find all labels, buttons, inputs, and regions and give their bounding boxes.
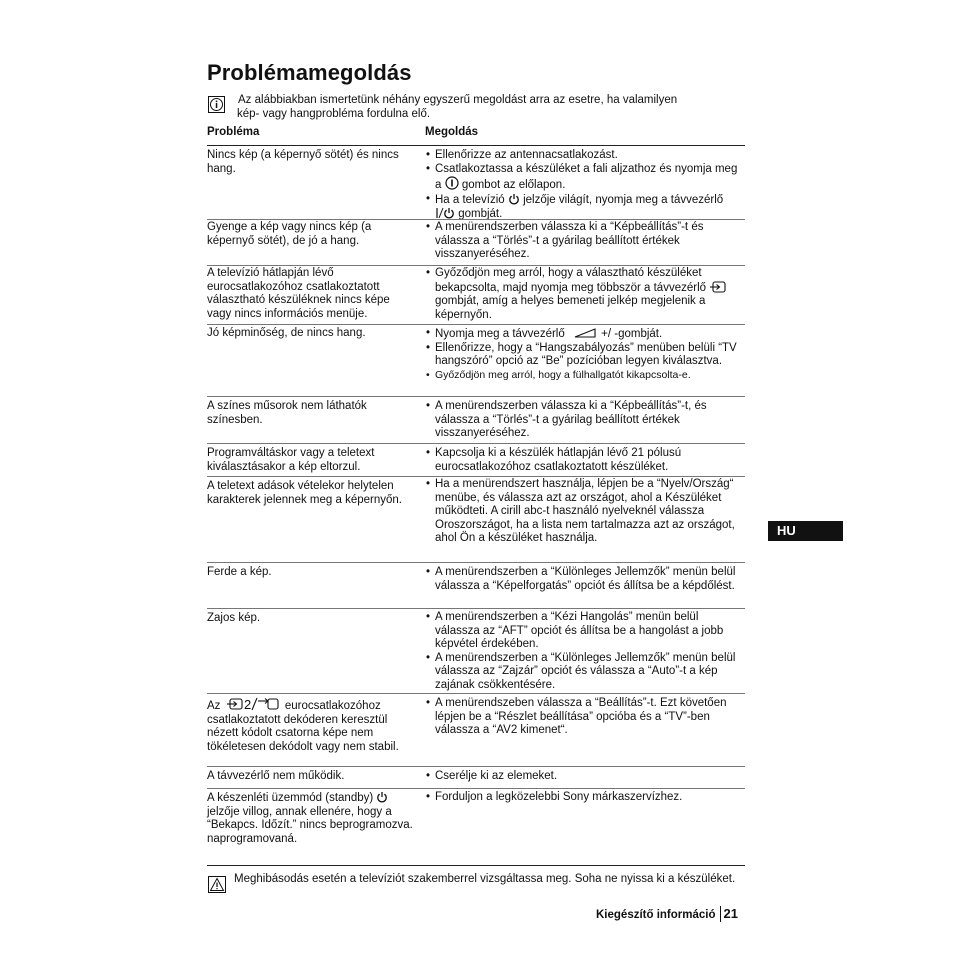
remote-standby-icon (435, 207, 455, 219)
footer-separator (720, 906, 721, 922)
row-divider (207, 476, 745, 477)
standby-icon (508, 193, 520, 205)
solution-cell (425, 447, 745, 474)
solution-item: • A menürendszerben válassza ki a “Képbeállítás”-t, és válassza a “Törlés”-t a gyárilag beállított értékek visszanyeréséhez. (425, 400, 745, 441)
problem-cell: Programváltáskor vagy a teletext kiválasztásakor a kép eltorzul. (207, 447, 375, 473)
row-divider (207, 693, 745, 694)
row-divider (207, 608, 745, 609)
solution-item: • Ellenőrizze, hogy a “Hangszabályozás” menüben belüli “TV hangszóró” opció az “Be” pozícióban legyen kiválasztva. (425, 342, 745, 369)
solution-cell (425, 697, 745, 738)
volume-icon (572, 327, 598, 339)
row-divider (207, 562, 745, 563)
language-tab: HU (768, 521, 843, 541)
solution-cell (425, 770, 745, 784)
solution-cell (425, 791, 745, 805)
input-select-icon (709, 281, 727, 293)
problem-cell: A távvezérlő nem működik. (207, 770, 345, 782)
table-bottom-rule (207, 865, 745, 866)
solution-item: • A menürendszeben válassza a “Beállítás”-t. Ezt követően lépjen be a “Részlet beállítása” opcióba és a “TV”-ben válassza a “AV2 kimenet“. (425, 697, 745, 738)
problem-cell: Az 2 eurocsatlakozóhoz csatlakoztatott dekóderen keresztül nézett kódolt csatorna képe nem tökéletesen dekódolt vagy nem stabil. (207, 697, 399, 753)
solution-item: • Ha a menürendszert használja, lépjen be a “Nyelv/Ország“ menübe, és válassza azt az országot, ahol a Készüléket működteti. A cirill abc-t használó nyelveknél válassza Oroszországot, ha a lista nem tartalmazza azt az országot, ahol Ön a készüléket használja. (425, 478, 745, 546)
warning-text: Meghibásodás esetén a televíziót szakemberrel vizsgáltassa meg. Soha ne nyissa ki a készüléket. (234, 873, 736, 885)
svg-text:2: 2 (243, 697, 251, 711)
solution-item: • A menürendszerben válassza ki a “Képbeállítás”-t és válassza a “Törlés”-t a gyárilag beállított értékek visszanyeréséhez. (425, 221, 745, 262)
solution-cell (425, 478, 745, 546)
solution-cell (425, 267, 745, 322)
problem-cell: A színes műsorok nem láthatók színesben. (207, 400, 367, 426)
column-header-problem: Probléma (207, 126, 260, 138)
problem-cell: Nincs kép (a képernyő sötét) és nincs hang. (207, 149, 399, 175)
row-divider (207, 265, 745, 266)
solution-cell (425, 400, 745, 441)
power-button-icon (445, 176, 459, 190)
page-title: Problémamegoldás (207, 60, 412, 85)
column-header-solution: Megoldás (425, 126, 479, 138)
problem-cell: Ferde a kép. (207, 566, 272, 578)
intro-line-2: kép- vagy hangprobléma fordulna elő. (237, 107, 431, 120)
page-number: 21 (723, 906, 738, 921)
row-divider (207, 766, 745, 767)
row-divider (207, 324, 745, 325)
intro-text (238, 94, 743, 121)
solution-item: • Ha a televízió jelzője világít, nyomja meg a távvezérlő gombját. (425, 193, 745, 222)
problem-cell: Zajos kép. (207, 612, 261, 624)
problem-cell: Jó képminőség, de nincs hang. (207, 327, 366, 339)
row-divider (207, 219, 745, 220)
table-header-rule (207, 145, 745, 146)
standby-icon (376, 791, 388, 803)
scart-icon (226, 697, 280, 711)
solution-cell (425, 327, 745, 382)
warning-icon (208, 876, 226, 893)
solution-item: • Csatlakoztassa a készüléket a fali aljzathoz és nyomja meg a gombot az előlapon. (425, 163, 745, 193)
intro-line-1: Az alábbiakban ismertetünk néhány egyszerű megoldást arra az esetre, ha valamilyen (238, 94, 678, 106)
solution-item: • A menürendszerben a “Kézi Hangolás” menün belül válassza az “AFT” opciót és állítsa be a hangolást a jobb képvétel érdekében. (425, 611, 745, 652)
row-divider (207, 788, 745, 789)
solution-item: • A menürendszerben a “Különleges Jellemzők” menün belül válassza a “Képelforgatás” opciót és állítsa be a képdőlést. (425, 566, 745, 593)
solution-cell (425, 611, 745, 692)
problem-cell: A televízió hátlapján lévő eurocsatlakozóhoz csatlakoztatott választható készüléknek nincs képe vagy nincs információs menüje. (207, 267, 390, 320)
page-footer (596, 906, 738, 922)
footer-section-label: Kiegészítő információ (596, 909, 716, 921)
solution-item: • A menürendszerben a “Különleges Jellemzők” menün belül válassza az “Zajzár” opciót és válassza a “Auto”-t a kép zajának csökkentésére. (425, 652, 745, 693)
row-divider (207, 443, 745, 444)
solution-item: • Nyomja meg a távvezérlő +/ -gombját. (425, 327, 745, 342)
row-divider (207, 396, 745, 397)
solution-cell (425, 149, 745, 222)
info-icon (208, 96, 225, 113)
problem-cell: Gyenge a kép vagy nincs kép (a képernyő sötét), de jó a hang. (207, 221, 372, 247)
problem-cell: A teletext adások vételekor helytelen karakterek jelennek meg a képernyőn. (207, 480, 402, 506)
solution-cell (425, 221, 745, 262)
solution-item: • Győződjön meg arról, hogy a választható készüléket bekapcsolta, majd nyomja meg többször a távvezérlő gombját, amíg a helyes bemeneti jelkép megjelenik a képernyőn. (425, 267, 745, 322)
solution-cell (425, 566, 745, 593)
problem-cell: A készenléti üzemmód (standby) jelzője villog, annak ellenére, hogy a “Bekapcs. Időzít.” nincs beprogramozva. naprogramovaná. (207, 792, 413, 845)
solution-item: • Ellenőrizze az antennacsatlakozást. (425, 149, 745, 163)
solution-item: • Győződjön meg arról, hogy a fülhallgatót kikapcsolta-e. (425, 369, 745, 383)
solution-item: • Kapcsolja ki a készülék hátlapján lévő 21 pólusú eurocsatlakozóhoz csatlakoztatott készüléket. (425, 447, 745, 474)
solution-item: • Forduljon a legközelebbi Sony márkaszervízhez. (425, 791, 745, 805)
solution-item: • Cserélje ki az elemeket. (425, 770, 745, 784)
